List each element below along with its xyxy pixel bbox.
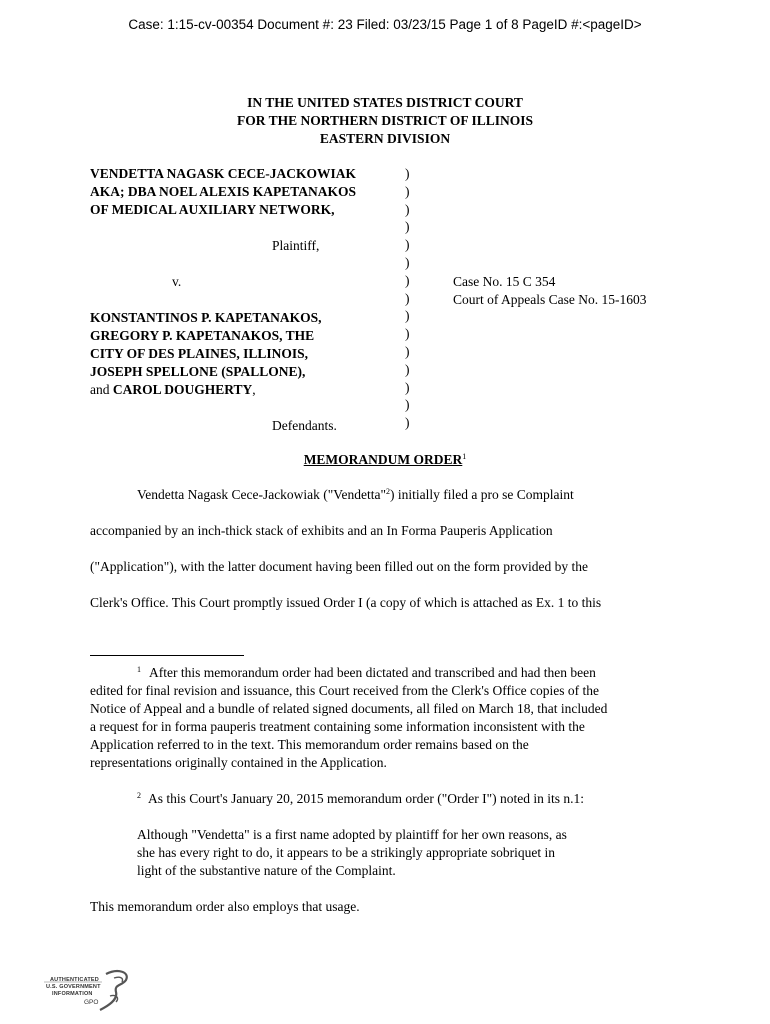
footnote-2-marker: 2 — [137, 791, 141, 800]
defendant-line5-suffix: , — [252, 382, 256, 397]
quote-line-2: she has every right to do, it appears to be a strikingly appropriate sobriquet in — [137, 845, 556, 860]
defendant-line4: JOSEPH SPELLONE (SPALLONE), — [90, 364, 306, 379]
defendant-line5-name: CAROL DOUGHERTY — [112, 382, 253, 397]
paren: ) — [405, 290, 410, 306]
document-title-text: MEMORANDUM ORDER — [303, 452, 463, 467]
paren: ) — [405, 397, 410, 413]
defendant-line1: KONSTANTINOS P. KAPETANAKOS, — [90, 310, 322, 325]
defendant-line3: CITY OF DES PLAINES, ILLINOIS, — [90, 346, 309, 361]
defendant-role: Defendants. — [272, 418, 337, 433]
footnote-1-line-6: representations originally contained in the Application. — [90, 755, 387, 770]
paren: ) — [405, 379, 410, 395]
paren: ) — [405, 201, 410, 217]
paren: ) — [405, 361, 410, 377]
seal-line-2: U.S. GOVERNMENT — [46, 984, 101, 990]
footnote-1-line-4: a request for in forma pauperis treatment containing some information inconsistent with the — [90, 719, 585, 734]
plaintiff-role: Plaintiff, — [272, 238, 320, 253]
defendant-line5-prefix: and — [90, 382, 113, 397]
footnote-separator — [90, 655, 244, 656]
body-line-3: ("Application"), with the latter document having been filled out on the form provided by the — [90, 559, 589, 574]
quote-line-1: Although "Vendetta" is a first name adopted by plaintiff for her own reasons, as — [137, 827, 567, 842]
footnote-1-line-1: After this memorandum order had been dictated and transcribed and had then been — [149, 665, 596, 680]
paren: ) — [405, 308, 410, 324]
quote-line-3: light of the substantive nature of the Complaint. — [137, 863, 396, 878]
court-division: EASTERN DIVISION — [319, 131, 451, 146]
document-title — [0, 452, 770, 468]
paren: ) — [405, 326, 410, 342]
paren: ) — [405, 219, 410, 235]
case-number: Case No. 15 C 354 — [453, 274, 556, 289]
seal-line-4: GPO — [84, 999, 99, 1006]
footnote-1-line-3: Notice of Appeal and a bundle of related signed documents, all filed on March 18, that included — [90, 701, 608, 716]
seal-line-1: AUTHENTICATED — [50, 977, 99, 983]
plaintiff-name-line3: OF MEDICAL AUXILIARY NETWORK, — [90, 202, 335, 217]
body-line-4: Clerk's Office. This Court promptly issued Order I (a copy of which is attached as Ex. 1 to this — [90, 595, 602, 610]
body-line-1 — [137, 487, 574, 503]
court-name-line2: FOR THE NORTHERN DISTRICT OF ILLINOIS — [237, 113, 533, 128]
footnote-2-line: As this Court's January 20, 2015 memorandum order ("Order I") noted in its n.1: — [148, 791, 585, 806]
plaintiff-name-line2: AKA; DBA NOEL ALEXIS KAPETANAKOS — [90, 184, 357, 199]
paren: ) — [405, 415, 410, 431]
footnote-closing: This memorandum order also employs that usage. — [90, 899, 360, 914]
footnote-ref-2: 2 — [386, 487, 391, 496]
footnote-1-first-line — [137, 664, 596, 682]
seal-line-3: INFORMATION — [52, 991, 93, 997]
footnote-1-line-5: Application referred to in the text. This memorandum order remains based on the — [90, 737, 529, 752]
footnote-2-first-line — [137, 790, 584, 808]
defendant-line2: GREGORY P. KAPETANAKOS, THE — [90, 328, 315, 343]
paren: ) — [405, 343, 410, 359]
footnote-ref-1: 1 — [462, 452, 467, 461]
body-line-1-a: Vendetta Nagask Cece-Jackowiak ("Vendetta" — [137, 487, 387, 502]
defendant-line5 — [90, 381, 256, 399]
paren: ) — [405, 272, 410, 288]
paren: ) — [405, 183, 410, 199]
gpo-eagle-icon — [44, 966, 136, 1014]
case-header: Case: 1:15-cv-00354 Document #: 23 Filed: 03/23/15 Page 1 of 8 PageID #:<pageID> — [128, 17, 642, 32]
plaintiff-name-line1: VENDETTA NAGASK CECE-JACKOWIAK — [90, 166, 357, 181]
appeals-case-number: Court of Appeals Case No. 15-1603 — [453, 292, 647, 307]
paren: ) — [405, 254, 410, 270]
caption-parens — [405, 165, 410, 432]
body-line-1-b: ) initially filed a pro se Complaint — [390, 487, 574, 502]
footnote-1-marker: 1 — [137, 665, 141, 674]
body-line-2: accompanied by an inch-thick stack of exhibits and an In Forma Pauperis Application — [90, 523, 553, 538]
court-name-line1: IN THE UNITED STATES DISTRICT COURT — [247, 95, 523, 110]
paren: ) — [405, 237, 410, 253]
paren: ) — [405, 166, 410, 181]
gpo-authentication-seal — [44, 966, 136, 1014]
versus: v. — [172, 274, 182, 289]
footnote-1-line-2: edited for final revision and issuance, this Court received from the Clerk's Office copies of the — [90, 683, 600, 698]
